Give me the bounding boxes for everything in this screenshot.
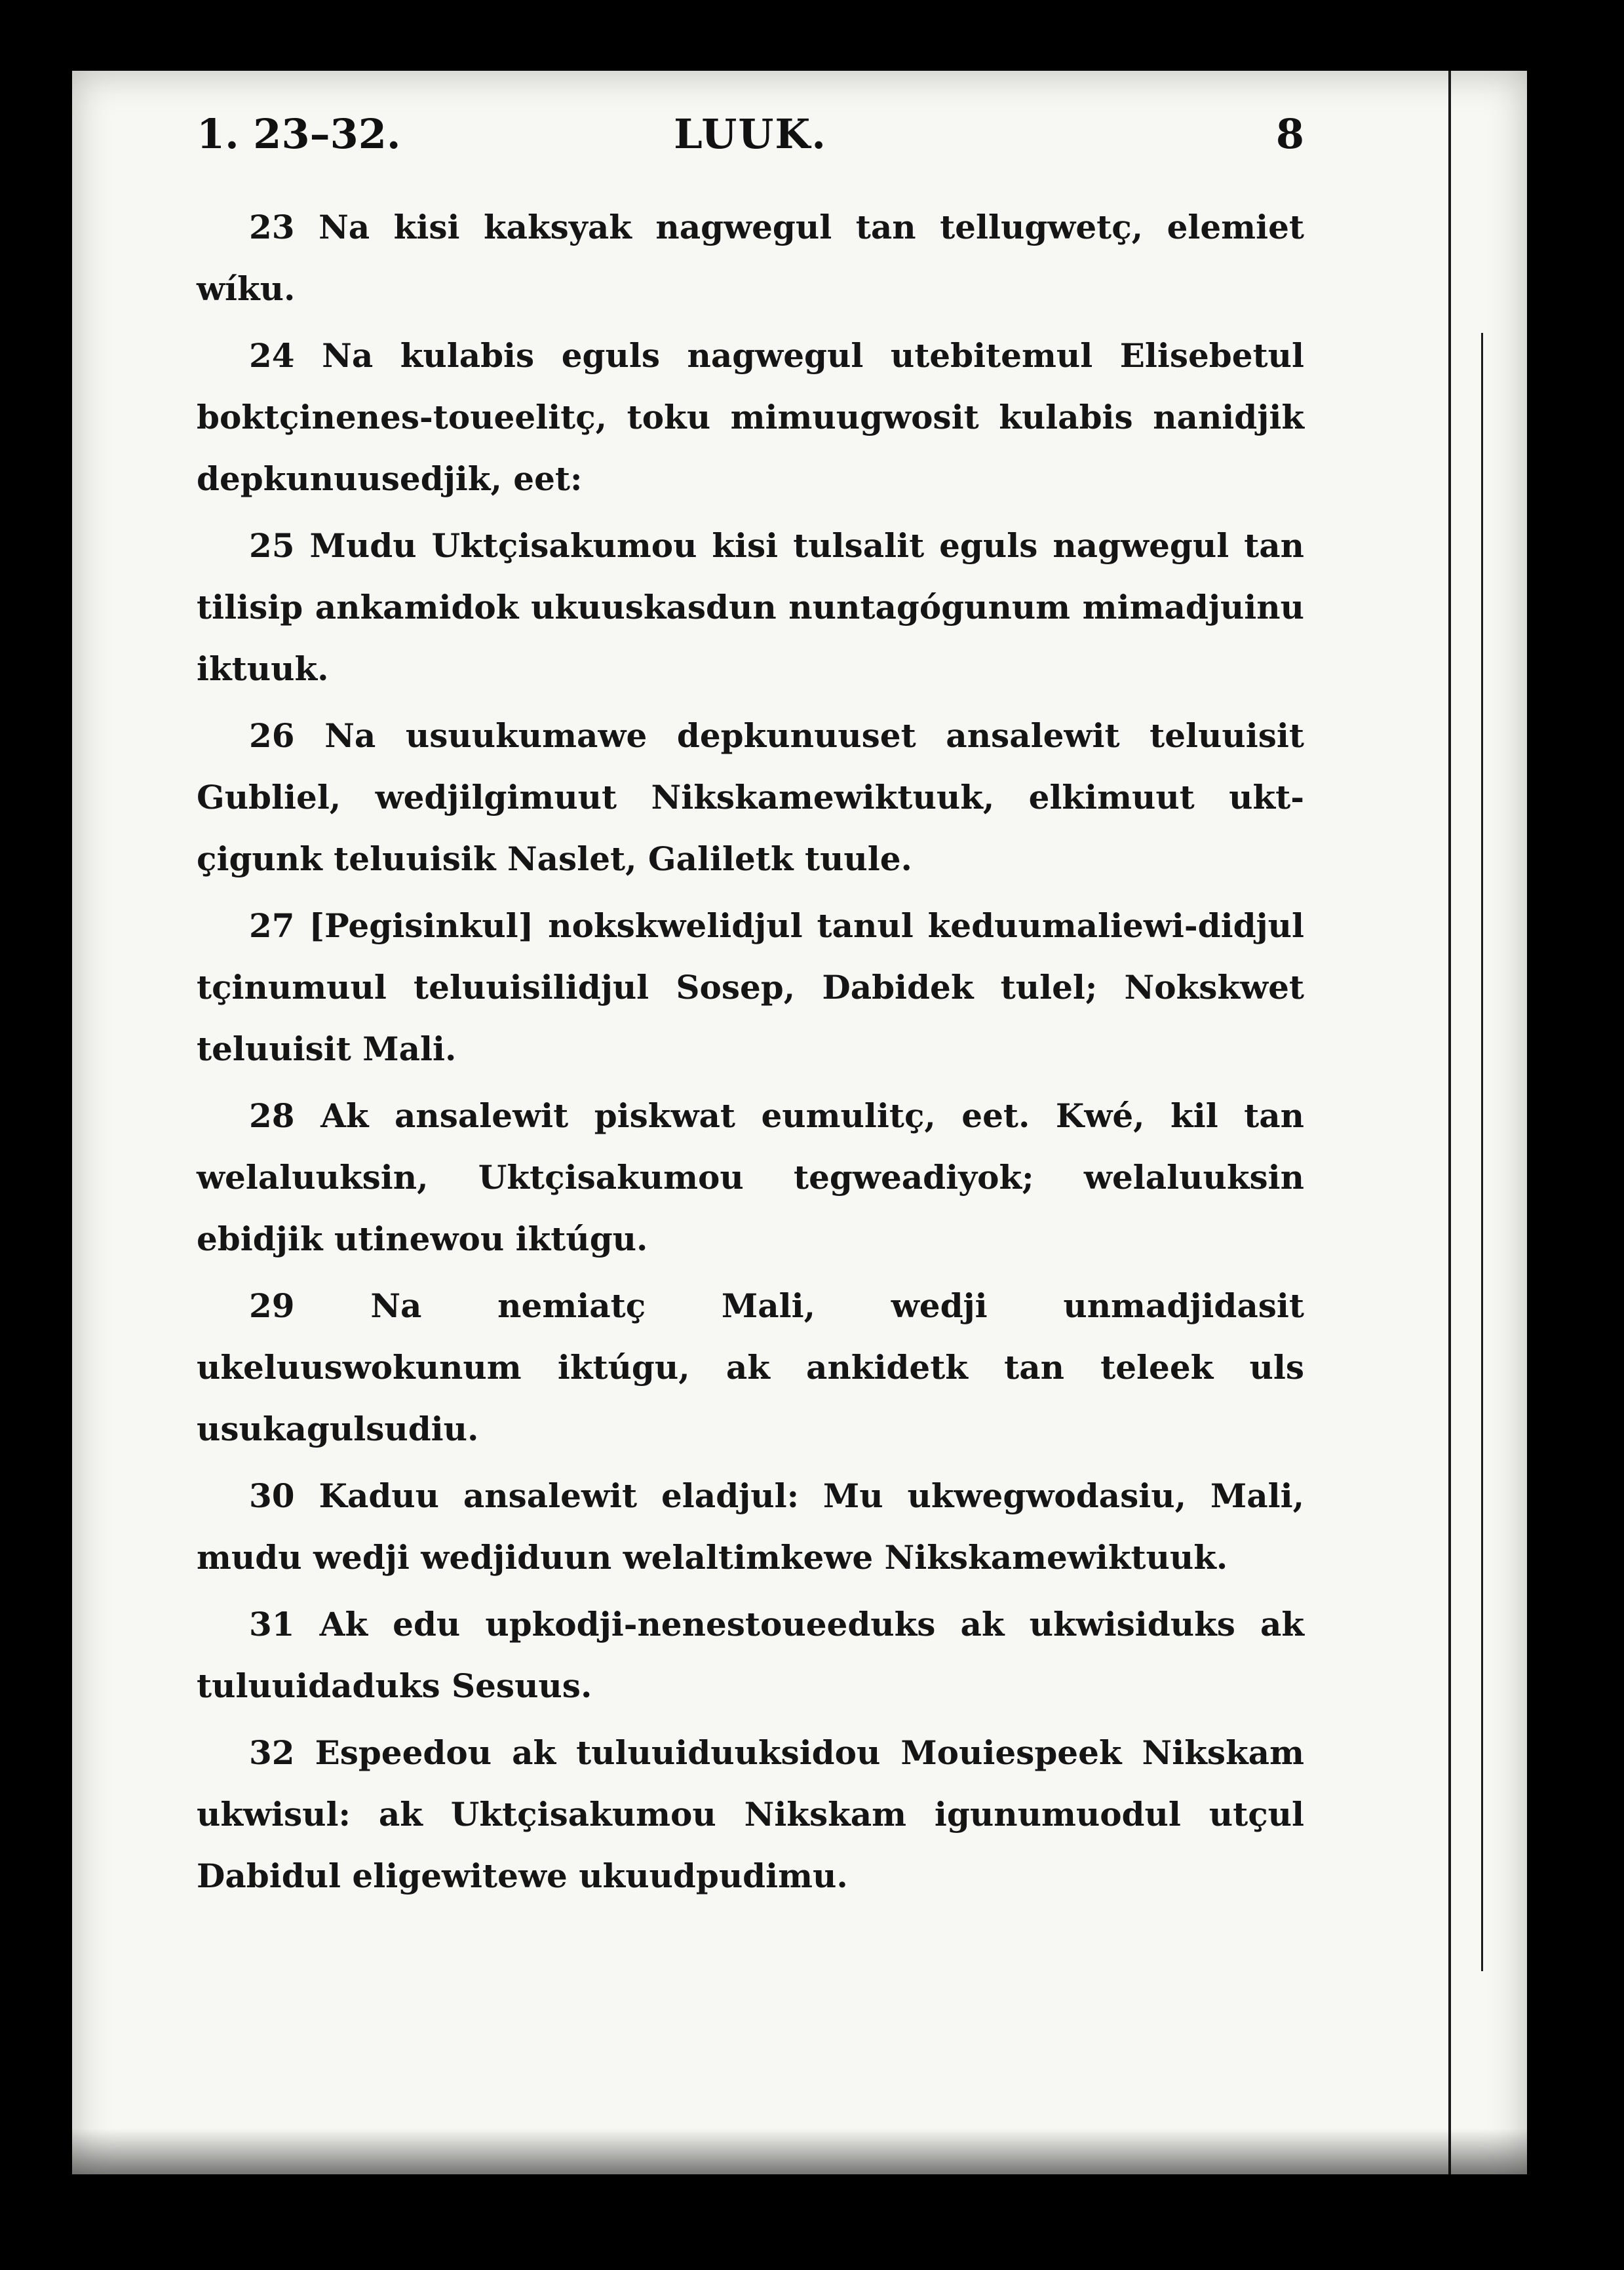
verse-body: Kaduu ansalewit eladjul: Mu ukwegwodasiu, Mali, mudu wedji wedjiduun welaltimkewe Nikskamewiktuuk. xyxy=(197,1476,1304,1577)
verse-number: 25 xyxy=(249,526,295,565)
verse-number: 32 xyxy=(249,1733,295,1772)
verse-24 xyxy=(197,325,1304,510)
verse-body: Na nemiatç Mali, wedji unmadjidasit ukeluuswokunum iktúgu, ak ankidetk tan teleek uls usukagulsudiu. xyxy=(197,1286,1304,1448)
page-edge-line-inner xyxy=(1481,333,1483,1971)
verse-body: Ak ansalewit piskwat eumulitç, eet. Kwé, kil tan welaluuksin, Uktçisakumou tegweadiyok; welaluuksin ebidjik utinewou iktúgu. xyxy=(197,1096,1304,1258)
verse-number: 29 xyxy=(249,1286,295,1325)
verse-32 xyxy=(197,1722,1304,1907)
verse-body: Ak edu upkodji-nenestoueeduks ak ukwisiduks ak tuluuidaduks Sesuus. xyxy=(197,1605,1304,1705)
verse-number: 31 xyxy=(249,1605,295,1644)
verse-30 xyxy=(197,1465,1304,1588)
verse-number: 27 xyxy=(249,906,295,945)
chapter-verse-reference: 1. 23–32. xyxy=(197,110,401,158)
verse-number: 30 xyxy=(249,1476,295,1515)
verse-25 xyxy=(197,515,1304,700)
running-header xyxy=(197,110,1304,182)
verse-body: Na kisi kaksyak nagwegul tan tellugwetç, elemiet wíku. xyxy=(197,208,1304,308)
verse-28 xyxy=(197,1085,1304,1270)
verse-23 xyxy=(197,197,1304,320)
verse-31 xyxy=(197,1594,1304,1717)
verse-number: 24 xyxy=(249,336,295,375)
verse-body: [Pegisinkul] nokskwelidjul tanul keduumaliewi-didjul tçinumuul teluuisilidjul Sosep, Dabidek tulel; Nokskwet teluuisit Mali. xyxy=(197,906,1304,1068)
verse-body: Mudu Uktçisakumou kisi tulsalit eguls nagwegul tan tilisip ankamidok ukuuskasdun nuntagógunum mimadjuinu iktuuk. xyxy=(197,526,1304,688)
verse-body: Na kulabis eguls nagwegul utebitemul Elisebetul boktçinenes-toueelitç, toku mimuugwosit kulabis nanidjik depkunuusedjik, eet: xyxy=(197,336,1304,498)
verse-body: Na usuukumawe depkunuuset ansalewit teluuisit Gubliel, wedjilgimuut Nikskamewiktuuk, elkimuut uktçigunk teluuisik Naslet, Galiletk tuule. xyxy=(197,716,1304,878)
verse-number: 23 xyxy=(249,208,295,246)
verse-26 xyxy=(197,705,1304,890)
verse-number: 28 xyxy=(249,1096,295,1135)
page-edge-line xyxy=(1448,71,1451,2174)
verse-number: 26 xyxy=(249,716,295,755)
page-number: 8 xyxy=(1275,110,1304,158)
book-title: LUUK. xyxy=(674,110,827,158)
verse-text-block xyxy=(197,197,1304,1912)
verse-body: Espeedou ak tuluuiduuksidou Mouiespeek Nikskam ukwisul: ak Uktçisakumou Nikskam igunumuodul utçul Dabidul eligewitewe ukuudpudimu. xyxy=(197,1733,1304,1895)
verse-27 xyxy=(197,895,1304,1080)
verse-29 xyxy=(197,1275,1304,1460)
